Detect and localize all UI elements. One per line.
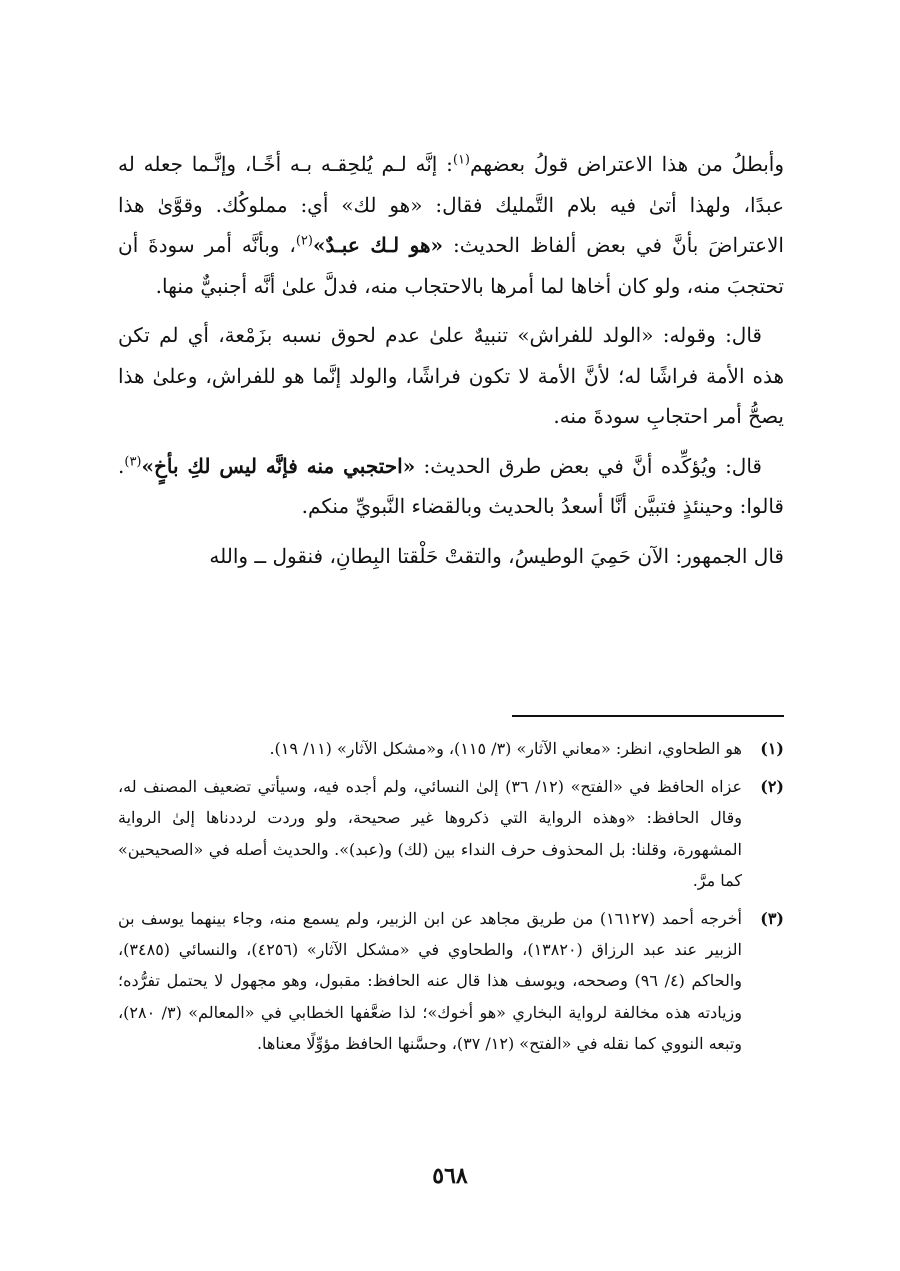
- paragraph-1: [118, 144, 784, 306]
- footnote-1-text: هو الطحاوي، انظر: «معاني الآثار» (٣/ ١١٥)، و«مشكل الآثار» (١١/ ١٩).: [269, 739, 742, 758]
- paragraph-2: قال: وقوله: «الولد للفراش» تنبيهٌ علىٰ عدم لحوق نسبه بزَمْعة، أي لم تكن هذه الأمة فراشًا له؛ لأنَّ الأمة لا تكون فراشًا، والولد إنَّما هو للفراش، وعلىٰ هذا يصحُّ أمر احتجابِ سودةَ منه.: [118, 323, 784, 428]
- paragraph-1-text-b: : إنَّه لـم يُلحِقـه بـه أخًـا، وإنَّـما جعله له عبدًا، ولهذا أتىٰ فيه بلام التَّمليك فقال: «هو لك» أي: مملوكُك. وقوَّىٰ هذا الاعتراضَ بأنَّ في بعض ألفاظ الحديث:: [118, 152, 784, 257]
- footnote-3-number: (٣): [760, 909, 784, 929]
- paragraph-3-text-a: قال: ويُؤكِّده أنَّ في بعض طرق الحديث:: [415, 453, 762, 478]
- paragraph-1-text-c: ، وبأنَّه أمر سودةَ أن تحتجبَ منه، ولو كان أخاها لما أمرها بالاحتجاب منه، فدلَّ علىٰ أنَّه أجنبيٌّ منها.: [118, 233, 784, 298]
- footnotes: [118, 733, 784, 1066]
- footnote-2: [118, 771, 784, 896]
- footnote-divider: [512, 715, 784, 717]
- footnote-ref-1: (١): [452, 152, 470, 168]
- footnote-3-text: أخرجه أحمد (١٦١٢٧) من طريق مجاهد عن ابن الزبير، ولم يسمع منه، وجاء بينهما يوسف بن الزبير عند عبد الرزاق (١٣٨٢٠)، والطحاوي في «مشكل الآثار» (٤٢٥٦)، والنسائي (٣٤٨٥)، والحاكم (٤/ ٩٦) وصححه، ويوسف هذا قال عنه الحافظ: مقبول، وهو مجهول لا يحتمل تفرُّده؛ وزيادته هذه مخالفة لرواية البخاري «هو أخوك»؛ لذا ضعَّفها الخطابي في «المعالم» (٣/ ٢٨٠)، وتبعه النووي كما نقله في «الفتح» (١٢/ ٣٧)، وحسَّنها الحافظ مؤوِّلًا معناها.: [118, 909, 743, 1053]
- footnote-2-number: (٢): [760, 777, 784, 797]
- paragraph-1-text-a: وأبطلُ من هذا الاعتراض قولُ بعضهم: [470, 152, 785, 176]
- footnote-ref-3: (٣): [124, 453, 142, 469]
- footnote-ref-2: (٢): [295, 233, 313, 249]
- footnote-3: [118, 903, 784, 1059]
- main-text: [118, 144, 784, 585]
- paragraph-3-bold-quote: «احتجبي منه فإنَّه ليس لكِ بأخٍ»: [141, 453, 416, 478]
- footnote-1-number: (١): [760, 739, 784, 758]
- paragraph-3: [118, 446, 784, 527]
- paragraph-4: قال الجمهور: الآن حَمِيَ الوطيسُ، والتقتْ حَلْقتا البِطانِ، فنقول ــ والله: [209, 543, 784, 568]
- footnote-1: [118, 733, 784, 764]
- paragraph-3-text-b: . قالوا: وحينئذٍ فتبيَّن أنَّا أسعدُ بالحديث وبالقضاء النَّبويِّ منكم.: [118, 453, 784, 518]
- paragraph-1-bold-quote: «هو لـك عبـدٌ»: [312, 233, 444, 257]
- footnote-2-text: عزاه الحافظ في «الفتح» (١٢/ ٣٦) إلىٰ النسائي، ولم أجده فيه، وسيأتي تضعيف المصنف له، وقال الحافظ: «وهذه الرواية التي ذكروها غير صحيحة، ولو وردت لرددناها إلىٰ الرواية المشهورة، وقلنا: بل المحذوف حرف النداء بين (لك) و(عبد)». والحديث أصله في «الصحيحين» كما مرَّ.: [118, 777, 742, 890]
- page-number: ٥٦٨: [432, 1163, 468, 1189]
